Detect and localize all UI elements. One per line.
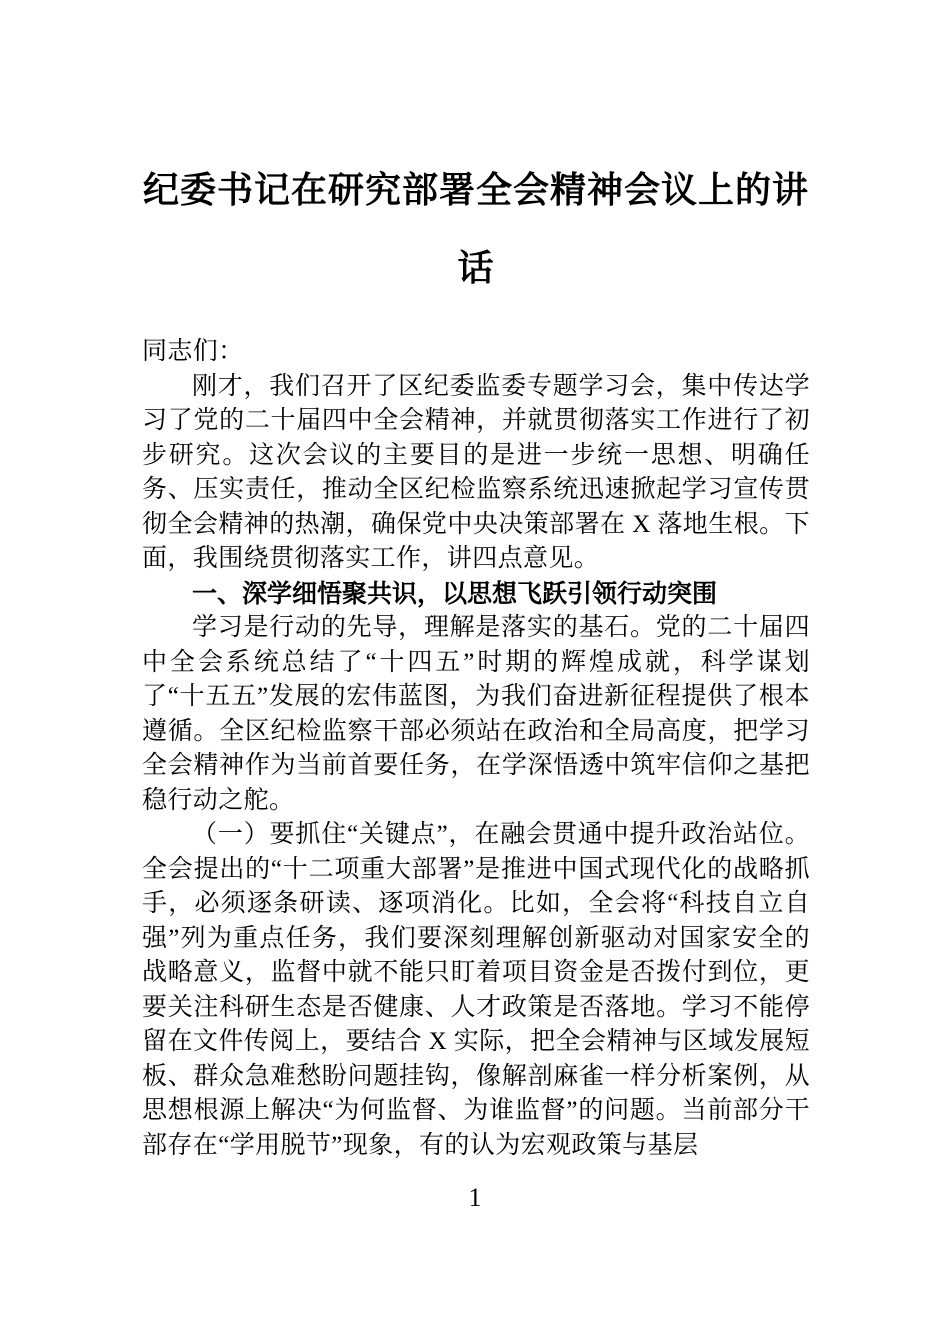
document-title: 纪委书记在研究部署全会精神会议上的讲话 bbox=[142, 169, 809, 288]
paragraph-opening: 刚才，我们召开了区纪委监委专题学习会，集中传达学习了党的二十届四中全会精神，并就贯彻落实工作进行了初步研究。这次会议的主要目的是进一步统一思想、明确任务、压实责任，推动全区纪检监察系统迅速掀起学习宣传贯彻全会精神的热潮，确保党中央决策部署在 X 落地生根。下面，我围绕贯彻落实工作，讲四点意见。 bbox=[142, 372, 810, 572]
page-number: 1 bbox=[468, 1183, 482, 1212]
paragraph-subsection-1-1: （一）要抓住“关键点”，在融会贯通中提升政治站位。全会提出的“十二项重大部署”是推进中国式现代化的战略抓手，必须逐条研读、逐项消化。比如，全会将“科技自立自强”列为重点任务，我们要深刻理解创新驱动对国家安全的战略意义，监督中就不能只盯着项目资金是否拨付到位，更要关注科研生态是否健康、人才政策是否落地。学习不能停留在文件传阅上，要结合 X 实际，把全会精神与区域发展短板、群众急难愁盼问题挂钩，像解剖麻雀一样分析案例，从思想根源上解决“为何监督、为谁监督”的问题。当前部分干部存在“学用脱节”现象，有的认为宏观政策与基层 bbox=[142, 821, 810, 1159]
section-heading-1: 一、深学细悟聚共识，以思想飞跃引领行动突围 bbox=[192, 579, 718, 608]
document-content bbox=[142, 151, 810, 1163]
paragraph-section-1-body: 学习是行动的先导，理解是落实的基石。党的二十届四中全会系统总结了“十四五”时期的辉煌成就，科学谋划了“十五五”发展的宏伟蓝图，为我们奋进新征程提供了根本遵循。全区纪检监察干部必须站在政治和全局高度，把学习全会精神作为当前首要任务，在学深悟透中筑牢信仰之基把稳行动之舵。 bbox=[142, 614, 810, 814]
salutation-line: 同志们： bbox=[142, 338, 244, 365]
